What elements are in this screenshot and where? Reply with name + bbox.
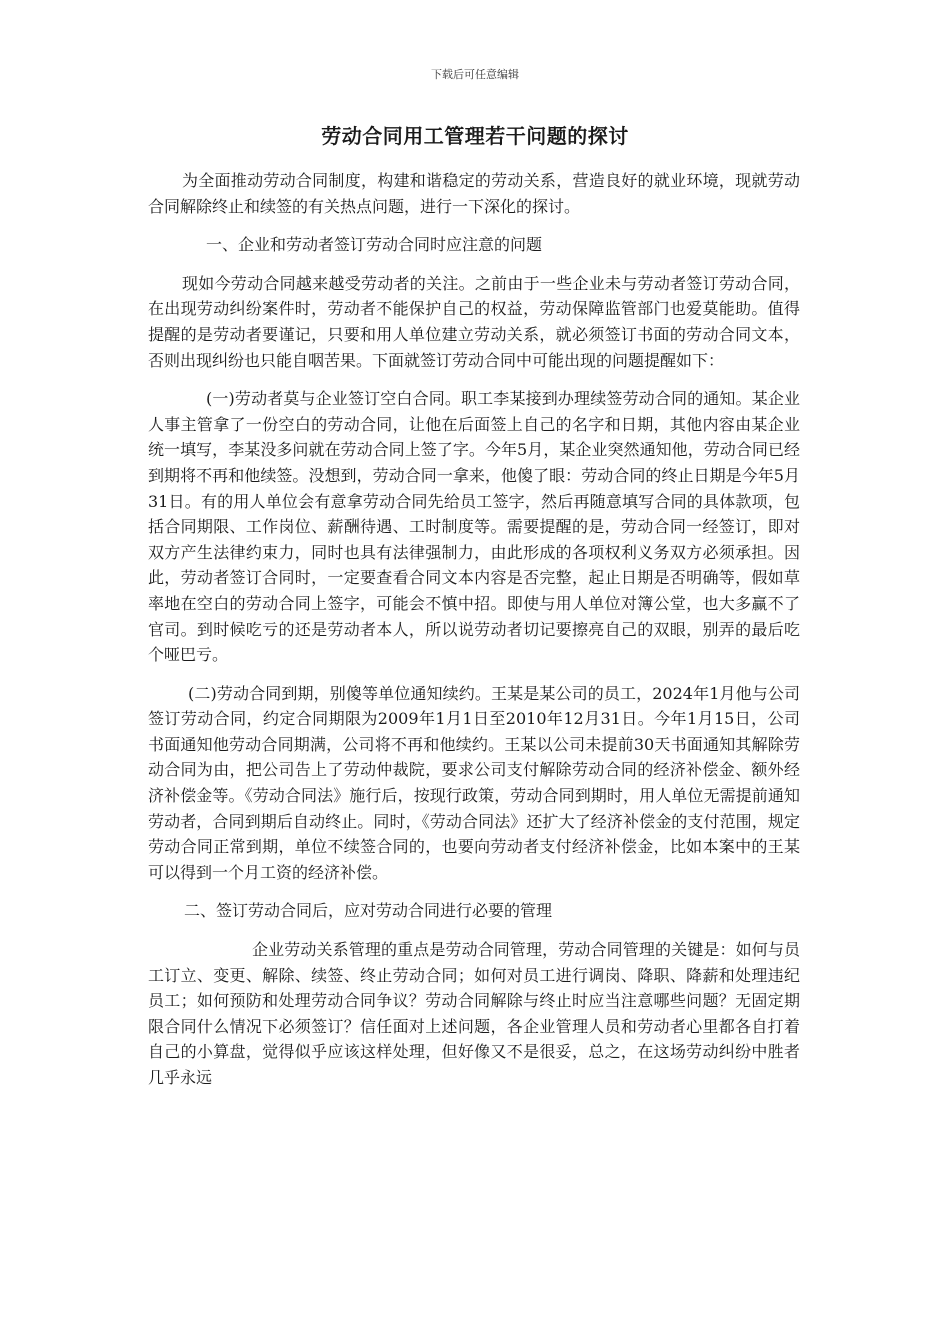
document-title: 劳动合同用工管理若干问题的探讨 (321, 124, 629, 148)
document-body (148, 168, 800, 1091)
item-1-paragraph: (一)劳动者莫与企业签订空白合同。职工李某接到办理续签劳动合同的通知。某企业人事主管拿了一份空白的劳动合同，让他在后面签上自己的名字和日期，其他内容由某企业统一填写，李某没多问就在劳动合同上签了字。今年5月，某企业突然通知他，劳动合同已经到期将不再和他续签。没想到，劳动合同一拿来，他傻了眼：劳动合同的终止日期是今年5月31日。有的用人单位会有意拿劳动合同先给员工签字，然后再随意填写合同的具体款项，包括合同期限、工作岗位、薪酬待遇、工时制度等。需要提醒的是，劳动合同一经签订，即对双方产生法律约束力，同时也具有法律强制力，由此形成的各项权利义务双方必须承担。因此，劳动者签订合同时，一定要查看合同文本内容是否完整，起止日期是否明确等，假如草率地在空白的劳动合同上签字，可能会不慎中招。即使与用人单位对簿公堂，也大多赢不了官司。到时候吃亏的还是劳动者本人，所以说劳动者切记要擦亮自己的双眼，别弄的最后吃个哑巴亏。 (148, 389, 800, 665)
item-2-paragraph: (二)劳动合同到期，别傻等单位通知续约。王某是某公司的员工，2024年1月他与公司签订劳动合同，约定合同期限为2009年1月1日至2010年12月31日。今年1月15日，公司书面通知他劳动合同期满，公司将不再和他续约。王某以公司未提前30天书面通知其解除劳动合同为由，把公司告上了劳动仲裁院，要求公司支付解除劳动合同的经济补偿金、额外经济补偿金等。《劳动合同法》施行后，按现行政策，劳动合同到期时，用人单位无需提前通知劳动者，合同到期后自动终止。同时，《劳动合同法》还扩大了经济补偿金的支付范围，规定劳动合同正常到期，单位不续签合同的，也要向劳动者支付经济补偿金，比如本案中的王某可以得到一个月工资的经济补偿。 (148, 683, 800, 882)
section-2-paragraph: 企业劳动关系管理的重点是劳动合同管理，劳动合同管理的关键是：如何与员工订立、变更、解除、续签、终止劳动合同；如何对员工进行调岗、降职、降薪和处理违纪员工；如何预防和处理劳动合同争议？劳动合同解除与终止时应当注意哪些问题？无固定期限合同什么情况下必须签订？信任面对上述问题，各企业管理人员和劳动者心里都各自打着自己的小算盘，觉得似乎应该这样处理，但好像又不是很妥，总之，在这场劳动纠纷中胜者几乎永远 (148, 940, 800, 1087)
section-1-paragraph: 现如今劳动合同越来越受劳动者的关注。之前由于一些企业未与劳动者签订劳动合同，在出现劳动纠纷案件时，劳动者不能保护自己的权益，劳动保障监管部门也爱莫能助。值得提醒的是劳动者要谨记，只要和用人单位建立劳动关系，就必须签订书面的劳动合同文本，否则出现纠纷也只能自咽苦果。下面就签订劳动合同中可能出现的问题提醒如下： (148, 273, 800, 370)
section-1-heading: 一、企业和劳动者签订劳动合同时应注意的问题 (206, 235, 543, 255)
section-2-heading: 二、签订劳动合同后，应对劳动合同进行必要的管理 (184, 901, 553, 921)
intro-paragraph: 为全面推动劳动合同制度，构建和谐稳定的劳动关系，营造良好的就业环境，现就劳动合同解除终止和续签的有关热点问题，进行一下深化的探讨。 (148, 171, 800, 216)
page-header: 下载后可任意编辑 (431, 68, 519, 81)
